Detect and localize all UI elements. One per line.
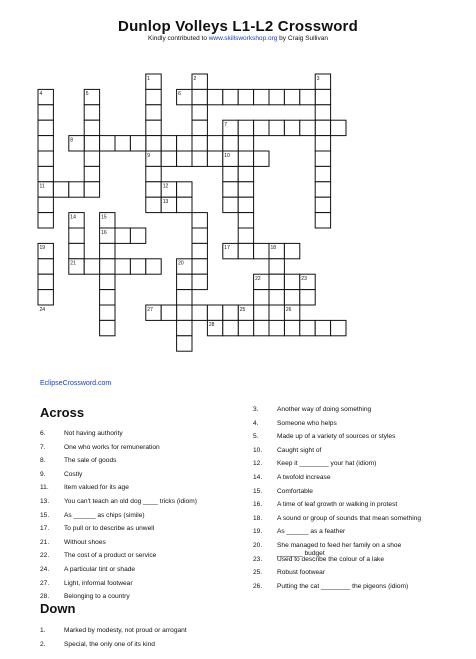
grid-cell[interactable]: [238, 136, 253, 151]
clue-number: 23.: [253, 555, 263, 563]
clue-text: Keep it ________ your hat (idiom): [277, 460, 377, 468]
grid-cell[interactable]: [100, 320, 115, 335]
clue-number: 24.: [40, 566, 50, 573]
clue-number: 7.: [40, 443, 46, 451]
grid-cell[interactable]: [84, 182, 99, 197]
clue-number: 25.: [253, 569, 263, 577]
page-title: Dunlop Volleys L1-L2 Crossword: [118, 18, 358, 35]
clue-text: Comfortable: [277, 487, 313, 495]
grid-cell[interactable]: [223, 305, 238, 320]
grid-cell[interactable]: [146, 120, 161, 135]
grid-number: 2: [193, 75, 197, 82]
grid-number: 27: [147, 306, 153, 313]
grid-cell[interactable]: [100, 136, 115, 151]
grid-cell[interactable]: [100, 274, 115, 289]
grid-cell[interactable]: [315, 89, 330, 104]
clue-number: 13.: [40, 498, 50, 505]
grid-cell[interactable]: [300, 320, 315, 335]
grid-number: 26: [285, 306, 292, 313]
credit-link[interactable]: www.skillsworkshop.org: [208, 35, 278, 42]
grid-cell[interactable]: [38, 105, 53, 120]
grid-number: 22: [255, 276, 261, 282]
clue-text: The cost of a product or service: [64, 552, 157, 560]
grid-cell[interactable]: [38, 197, 53, 212]
clue-number: 2.: [40, 640, 46, 648]
clue-text: Used to describe the colour of a lake: [277, 555, 385, 563]
grid-number: 10: [224, 152, 230, 159]
grid-cell[interactable]: [177, 290, 192, 305]
grid-number: 24: [39, 306, 46, 313]
grid-number: 14: [70, 214, 76, 221]
grid-cell[interactable]: [223, 166, 238, 181]
grid-number: 4: [39, 91, 43, 98]
clue-text: Costly: [64, 470, 83, 478]
clue-number: 17.: [40, 525, 50, 533]
grid-number: 12: [162, 183, 169, 190]
grid-cell[interactable]: [254, 120, 269, 135]
grid-cell[interactable]: [84, 120, 99, 135]
clue-number: 10.: [253, 446, 263, 454]
grid-cell[interactable]: [38, 136, 53, 151]
grid-number: 3: [316, 75, 320, 82]
clue-text: Item valued for its age: [64, 484, 129, 492]
clue-number: 5.: [253, 433, 259, 441]
grid-cell[interactable]: [146, 197, 161, 212]
grid-cell[interactable]: [192, 120, 207, 135]
grid-cell[interactable]: [146, 182, 161, 197]
grid-cell[interactable]: [69, 228, 84, 243]
grid-cell[interactable]: [254, 151, 269, 166]
grid-number: 9: [147, 152, 151, 159]
grid-cell[interactable]: [192, 305, 207, 320]
clue-number: 14.: [253, 474, 263, 481]
grid-cell[interactable]: [161, 305, 176, 320]
grid-cell[interactable]: [84, 151, 99, 166]
grid-cell[interactable]: [177, 336, 192, 351]
grid-number: 8: [70, 137, 74, 144]
grid-cell[interactable]: [315, 320, 330, 335]
grid-cell[interactable]: [223, 320, 238, 335]
clue-number: 16.: [253, 501, 263, 509]
grid-cell[interactable]: [223, 89, 238, 104]
clue-text: The sale of goods: [64, 457, 117, 465]
grid-cell[interactable]: [254, 320, 269, 335]
grid-cell[interactable]: [38, 166, 53, 181]
grid-cell[interactable]: [254, 305, 269, 320]
grid-cell[interactable]: [284, 120, 299, 135]
grid-cell[interactable]: [207, 305, 222, 320]
clue-number: 20.: [253, 542, 263, 549]
grid-cell[interactable]: [115, 259, 130, 274]
grid-number: 1: [147, 75, 151, 82]
clue-text: You can't teach an old dog ____ tricks (idiom): [64, 498, 197, 505]
grid-cell[interactable]: [300, 89, 315, 104]
grid-cell[interactable]: [177, 197, 192, 212]
grid-cell[interactable]: [315, 105, 330, 120]
grid-cell[interactable]: [223, 136, 238, 151]
clue-number: 4.: [253, 419, 259, 427]
clue-text: To pull or to describe as unwell: [64, 525, 155, 533]
clue-text: Belonging to a country: [64, 593, 130, 601]
grid-number: 20: [178, 260, 184, 267]
grid-cell[interactable]: [192, 151, 207, 166]
grid-cell[interactable]: [269, 89, 284, 104]
grid-cell[interactable]: [284, 290, 299, 305]
grid-cell[interactable]: [238, 197, 253, 212]
clue-number: 12.: [253, 460, 263, 468]
grid-cell[interactable]: [38, 213, 53, 228]
grid-cell[interactable]: [100, 259, 115, 274]
grid-cell[interactable]: [269, 259, 284, 274]
grid-cell[interactable]: [269, 320, 284, 335]
grid-cell[interactable]: [38, 290, 53, 305]
grid-cell[interactable]: [192, 136, 207, 151]
grid-cell[interactable]: [100, 243, 115, 258]
grid-number: 25: [239, 306, 246, 313]
clue-text: She managed to feed her family on a shoe _______ budget: [277, 542, 402, 557]
credit-prefix: Kindly contributed to: [148, 35, 209, 42]
grid-cell[interactable]: [207, 151, 222, 166]
clue-text: Without shoes: [64, 538, 106, 546]
grid-cell[interactable]: [130, 228, 145, 243]
grid-cell[interactable]: [84, 166, 99, 181]
clue-number: 15.: [40, 511, 50, 519]
clue-number: 1.: [40, 627, 46, 634]
grid-cell[interactable]: [177, 136, 192, 151]
grid-cell[interactable]: [38, 120, 53, 135]
clue-text: A particular tint or shade: [64, 566, 136, 573]
clue-text: Not having authority: [64, 430, 123, 437]
clue-text: A sound or group of sounds that mean something: [277, 514, 422, 522]
grid-number: 7: [224, 122, 228, 128]
clue-text: Special, the only one of its kind: [64, 640, 155, 648]
clue-text: Another way of doing something: [277, 406, 372, 413]
grid-cell[interactable]: [269, 290, 284, 305]
grid-cell[interactable]: [177, 274, 192, 289]
grid-cell[interactable]: [38, 274, 53, 289]
clue-text: One who works for remuneration: [64, 443, 160, 451]
clue-number: 26.: [253, 582, 263, 590]
grid-cell[interactable]: [331, 320, 346, 335]
grid-number: 17: [224, 245, 230, 252]
clue-text: Marked by modesty, not proud or arrogant: [64, 627, 187, 634]
clue-number: 22.: [40, 552, 50, 560]
grid-number: 11: [39, 183, 45, 190]
clue-number: 27.: [40, 579, 50, 587]
grid-cell[interactable]: [130, 136, 145, 151]
grid-cell[interactable]: [146, 105, 161, 120]
clue-number: 3.: [253, 406, 259, 413]
grid-number: 23: [301, 276, 307, 282]
clue-text: Caught sight of: [277, 446, 322, 454]
grid-cell[interactable]: [223, 182, 238, 197]
grid-number: 15: [101, 214, 107, 221]
grid-cell[interactable]: [284, 320, 299, 335]
clue-text: Made up of a variety of sources or styles: [277, 433, 396, 441]
clue-number: 6.: [40, 430, 46, 437]
grid-cell[interactable]: [146, 259, 161, 274]
grid-cell[interactable]: [315, 213, 330, 228]
grid-cell[interactable]: [238, 120, 253, 135]
grid-cell[interactable]: [69, 243, 84, 258]
clue-number: 21.: [40, 538, 50, 546]
grid-cell[interactable]: [238, 151, 253, 166]
credit-suffix: by Craig Sullivan: [277, 35, 328, 42]
grid-cell[interactable]: [284, 243, 299, 258]
grid-cell[interactable]: [315, 120, 330, 135]
grid-cell[interactable]: [84, 136, 99, 151]
grid-cell[interactable]: [38, 151, 53, 166]
clue-text: Light, informal footwear: [64, 579, 133, 587]
clue-number: 11.: [40, 484, 49, 492]
clue-number: 8.: [40, 457, 46, 465]
eclipse-crossword-link[interactable]: EclipseCrossword.com: [40, 380, 112, 387]
grid-cell[interactable]: [100, 305, 115, 320]
grid-cell[interactable]: [238, 228, 253, 243]
grid-number: 16: [101, 229, 107, 236]
grid-cell[interactable]: [300, 290, 315, 305]
clue-text: Putting the cat ________ the pigeons (idiom): [277, 582, 409, 590]
grid-cell[interactable]: [315, 151, 330, 166]
grid-cell[interactable]: [284, 274, 299, 289]
grid-cell[interactable]: [53, 182, 68, 197]
grid-cell[interactable]: [254, 243, 269, 258]
grid-cell[interactable]: [315, 182, 330, 197]
grid-number: 18: [270, 245, 277, 252]
grid-cell[interactable]: [238, 213, 253, 228]
grid-cell[interactable]: [100, 290, 115, 305]
grid-cell[interactable]: [146, 166, 161, 181]
grid-number: 6: [178, 91, 181, 98]
grid-cell[interactable]: [130, 259, 145, 274]
grid-cell[interactable]: [238, 243, 253, 258]
down-heading: Down: [40, 601, 76, 616]
grid-cell[interactable]: [177, 305, 192, 320]
grid-cell[interactable]: [161, 136, 176, 151]
grid-cell[interactable]: [115, 228, 130, 243]
grid-cell[interactable]: [238, 320, 253, 335]
grid-cell[interactable]: [269, 120, 284, 135]
clue-number: 9.: [40, 470, 46, 478]
across-heading: Across: [40, 405, 85, 420]
clue-text: A time of leaf growth or walking in protest: [277, 501, 398, 509]
grid-cell[interactable]: [238, 166, 253, 181]
grid-cell[interactable]: [192, 228, 207, 243]
grid-cell[interactable]: [207, 89, 222, 104]
grid-cell[interactable]: [69, 182, 84, 197]
grid-cell[interactable]: [315, 136, 330, 151]
grid-number: 13: [162, 199, 169, 205]
grid-cell[interactable]: [238, 89, 253, 104]
grid-number: 21: [70, 260, 76, 267]
grid-cell[interactable]: [192, 105, 207, 120]
grid-cell[interactable]: [84, 105, 99, 120]
grid-cell[interactable]: [315, 197, 330, 212]
clue-number: 18.: [253, 514, 263, 522]
grid-cell[interactable]: [284, 89, 299, 104]
grid-cell[interactable]: [300, 120, 315, 135]
clue-text: A twofold increase: [277, 474, 331, 481]
grid-cell[interactable]: [177, 182, 192, 197]
clue-text: As ______ as chips (simile): [64, 511, 145, 519]
clue-text: As ______ as a feather: [277, 528, 346, 536]
grid-cell[interactable]: [115, 136, 130, 151]
grid-cell[interactable]: [207, 136, 222, 151]
grid-cell[interactable]: [269, 274, 284, 289]
grid-number: 5: [85, 91, 89, 98]
clue-text: Robust footwear: [277, 569, 326, 577]
grid-cell[interactable]: [254, 89, 269, 104]
clue-number: 28.: [40, 593, 50, 601]
grid-cell[interactable]: [192, 274, 207, 289]
grid-cell[interactable]: [331, 120, 346, 135]
grid-number: 19: [39, 245, 46, 252]
grid-cell[interactable]: [146, 136, 161, 151]
grid-cell[interactable]: [192, 243, 207, 258]
grid-cell[interactable]: [146, 89, 161, 104]
grid-cell[interactable]: [192, 213, 207, 228]
grid-cell[interactable]: [315, 166, 330, 181]
clue-number: 19.: [253, 528, 263, 536]
grid-cell[interactable]: [254, 290, 269, 305]
grid-cell[interactable]: [223, 197, 238, 212]
grid-number: 28: [208, 322, 215, 329]
grid-cell[interactable]: [177, 320, 192, 335]
grid-cell[interactable]: [192, 259, 207, 274]
grid-cell[interactable]: [192, 89, 207, 104]
grid-cell[interactable]: [84, 259, 99, 274]
clue-text: Someone who helps: [277, 419, 337, 427]
grid-cell[interactable]: [238, 182, 253, 197]
grid-cell[interactable]: [161, 151, 176, 166]
clue-number: 15.: [253, 487, 263, 495]
grid-cell[interactable]: [38, 259, 53, 274]
grid-cell[interactable]: [177, 151, 192, 166]
